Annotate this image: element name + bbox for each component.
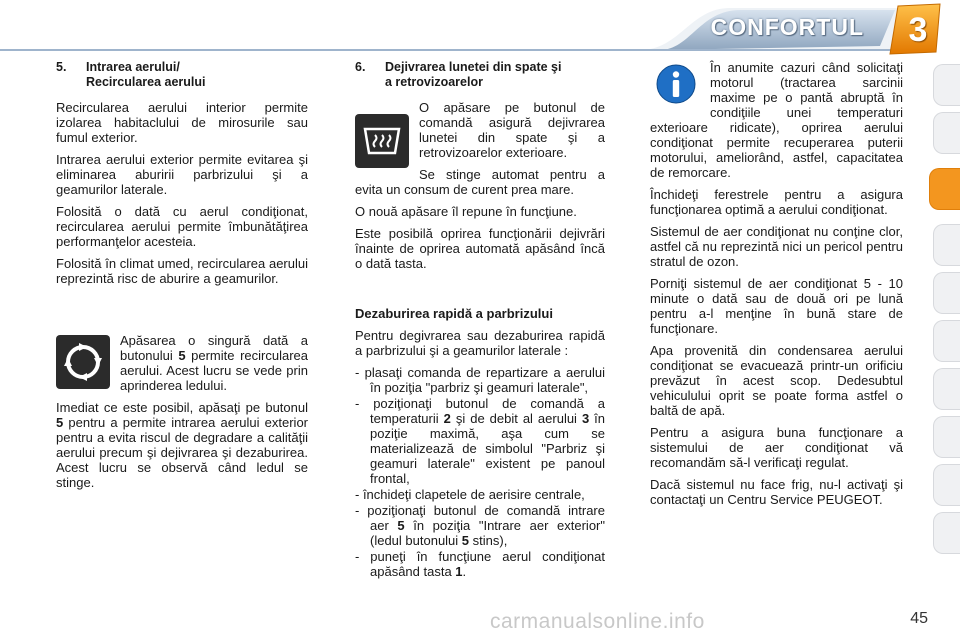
chapter-tab-3[interactable] bbox=[929, 168, 960, 210]
section-heading-5: 5. Intrarea aerului/ Recircularea aerului bbox=[56, 60, 206, 89]
paragraph: Se stinge automat pentru a evita un consum de curent prea mare. bbox=[355, 167, 605, 197]
chapter-tab-4[interactable] bbox=[933, 224, 960, 266]
page-header bbox=[0, 0, 960, 56]
chapter-tab-1[interactable] bbox=[933, 64, 960, 106]
chapter-tab-5[interactable] bbox=[933, 272, 960, 314]
chapter-tab-9[interactable] bbox=[933, 464, 960, 506]
chapter-tab-8[interactable] bbox=[933, 416, 960, 458]
paragraph: Porniţi sistemul de aer condiţionat 5 - 10 minute o dată sau de două ori pe lună pentru a-l menţine în bună stare de funcţionare. bbox=[650, 276, 903, 336]
paragraph: Pentru degivrarea sau dezaburirea rapidă a parbrizului şi a geamurilor laterale : bbox=[355, 328, 605, 358]
watermark: carmanualsonline.info bbox=[490, 610, 705, 633]
paragraph: Dacă sistemul nu face frig, nu-l activaţi şi contactaţi un Centru Service PEUGEOT. bbox=[650, 477, 903, 507]
paragraph: Recircularea aerului interior permite izolarea habitaclului de mirosurile sau fumul exterior. bbox=[56, 100, 308, 145]
info-icon bbox=[656, 64, 696, 104]
paragraph: Sistemul de aer condiţionat nu conţine clor, astfel că nu reprezintă nici un pericol pentru stratul de ozon. bbox=[650, 224, 903, 269]
paragraph: Închideţi ferestrele pentru a asigura funcţionarea optimă a aerului condiţionat. bbox=[650, 187, 903, 217]
chapter-tab-2[interactable] bbox=[933, 112, 960, 154]
paragraph: Intrarea aerului exterior permite evitarea şi eliminarea aburirii parbrizului şi a geamurilor laterale. bbox=[56, 152, 308, 197]
paragraph: Folosită o dată cu aerul condiţionat, recircularea aerului permite îmbunătăţirea performanţelor acesteia. bbox=[56, 204, 308, 249]
list-item: - închideţi clapetele de aerisire centrale, bbox=[355, 487, 585, 502]
paragraph: Este posibilă oprirea funcţionării dejivrări înainte de oprirea automată apăsând încă o dată tasta. bbox=[355, 226, 605, 271]
paragraph: Pentru a asigura buna funcţionare a sistemului de aer condiţionat vă recomandăm să-l verificaţi regulat. bbox=[650, 425, 903, 470]
column-defrost bbox=[355, 60, 605, 580]
rear-defrost-icon bbox=[355, 114, 409, 168]
chapter-title: CONFORTUL bbox=[710, 14, 864, 40]
chapter-tab-6[interactable] bbox=[933, 320, 960, 362]
recirculation-icon bbox=[56, 335, 110, 389]
steps-list bbox=[355, 365, 605, 579]
paragraph: Folosită în climat umed, recircularea aerului reprezintă risc de aburire a geamurilor. bbox=[56, 256, 308, 286]
paragraph: Imediat ce este posibil, apăsaţi pe butonul 5 pentru a permite intrarea aerului exterior pentru a evita riscul de degradare a calităţii aerului precum şi dejivrarea şi dezaburirea. Acest lucru se observă când ledul se stinge. bbox=[56, 400, 308, 490]
paragraph: Apăsarea o singură dată a butonului 5 permite recircularea aerului. Acest lucru se vede prin aprinderea ledului. bbox=[120, 333, 308, 393]
list-item: - poziţionaţi butonul de comandă a temperaturii 2 şi de debit al aerului 3 în poziţie maximă, aşa cum se materializează de simbolul "Parbriz şi geamuri laterale" existent pe panoul frontal, bbox=[355, 396, 605, 486]
paragraph: Apa provenită din condensarea aerului condiţionat se evacuează printr-un orificiu prevăzut în acest scop. Dedesubtul vehiculului oprit se poate forma astfel o baltă de apă. bbox=[650, 343, 903, 418]
chapter-tabs bbox=[930, 64, 960, 584]
sub-heading: Dezaburirea rapidă a parbrizului bbox=[355, 306, 553, 321]
paragraph: În anumite cazuri când solicitaţi motorul (tractarea sarcinii maxime pe o pantă abruptă în condiţiile unei temperaturi exterioare ridicate), oprirea aerului condiţionat permite recuperarea puterii motorului, ameliorând, astfel, capacitatea de remorcare. bbox=[650, 60, 903, 180]
list-item: - poziţionaţi butonul de comandă intrare aer 5 în poziţia "Intrare aer exterior" (ledul butonului 5 stins), bbox=[355, 503, 605, 548]
paragraph: O apăsare pe butonul de comandă asigură dejivrarea lunetei din spate şi a retrovizoarelor exterioare. bbox=[419, 100, 605, 160]
section-heading-6: 6. Dejivrarea lunetei din spate şi a retrovizoarelor bbox=[355, 60, 562, 89]
list-item: - puneţi în funcţiune aerul condiţionat apăsând tasta 1. bbox=[355, 549, 605, 579]
list-item: - plasaţi comanda de repartizare a aerului în poziţia "parbriz şi geamuri laterale", bbox=[355, 365, 605, 395]
column-ac-notes bbox=[650, 60, 903, 514]
chapter-number: 3 bbox=[908, 11, 928, 49]
chapter-tab-7[interactable] bbox=[933, 368, 960, 410]
page-number: 45 bbox=[910, 610, 928, 627]
chapter-tab-10[interactable] bbox=[933, 512, 960, 554]
column-air-intake bbox=[56, 60, 308, 497]
paragraph: O nouă apăsare îl repune în funcţiune. bbox=[355, 204, 577, 219]
